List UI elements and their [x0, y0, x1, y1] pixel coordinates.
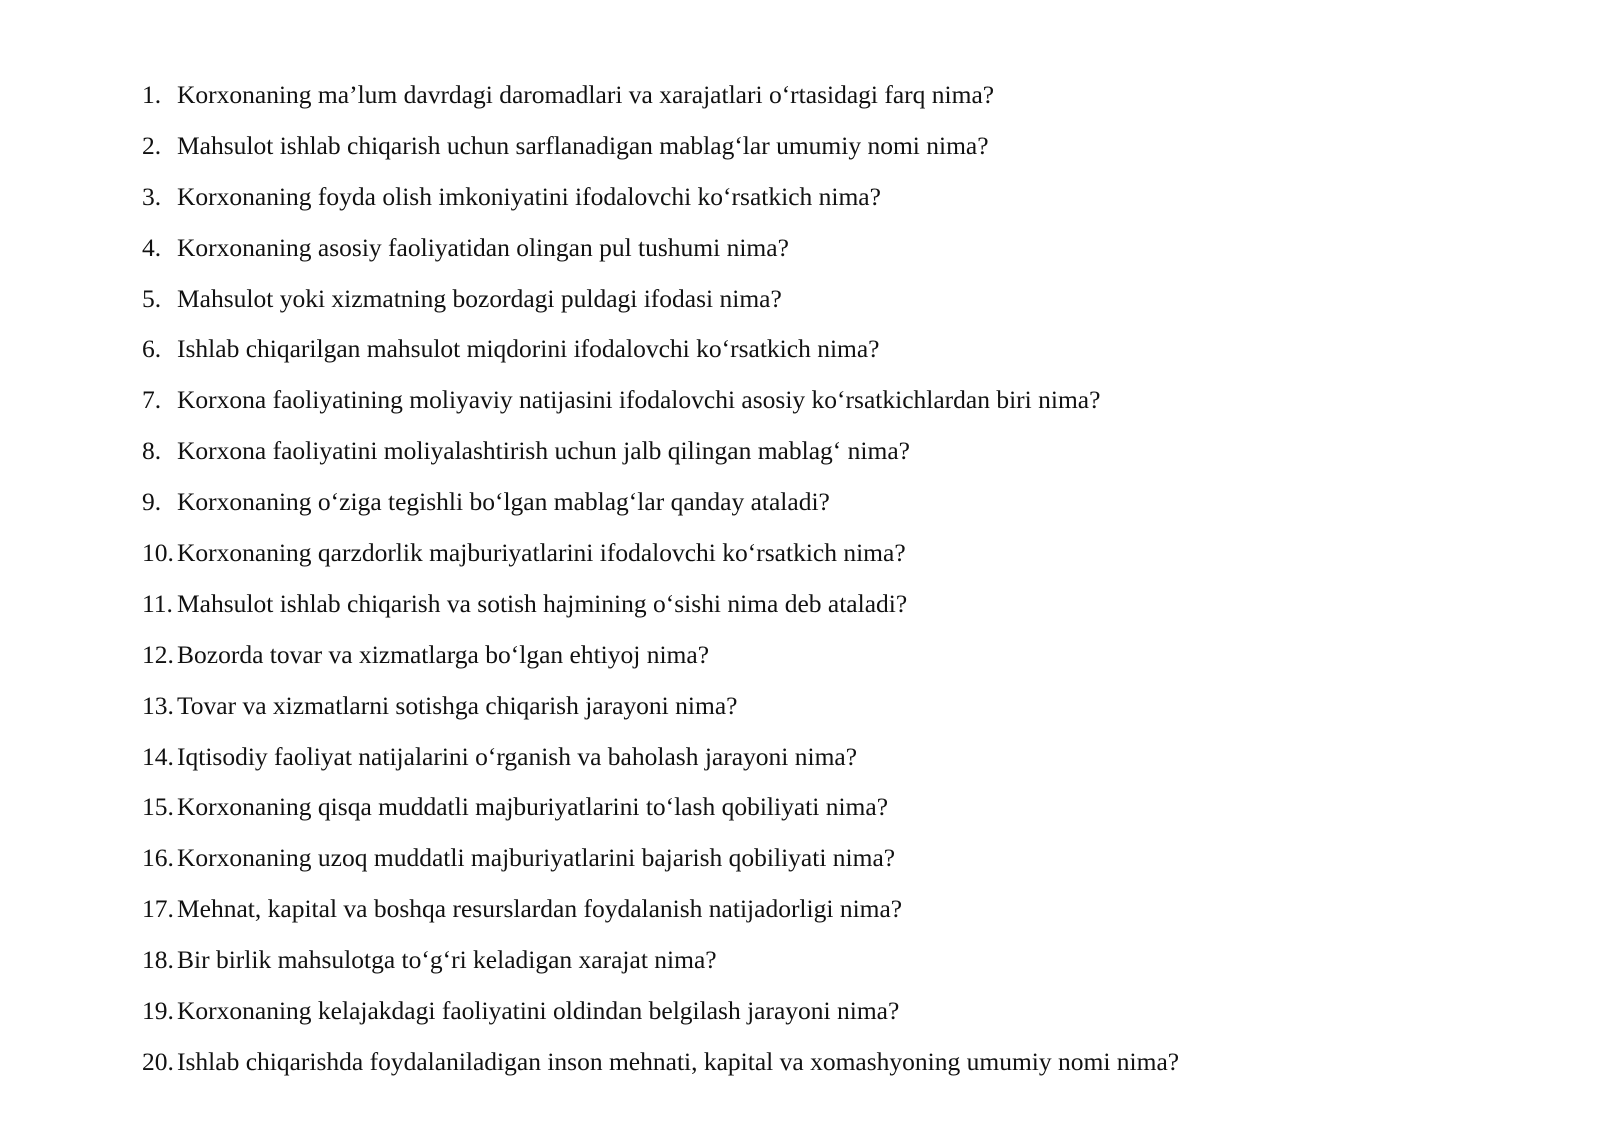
- question-item-1: [142, 77, 1522, 128]
- question-item-8: [142, 433, 1522, 484]
- question-number: 4.: [142, 232, 162, 262]
- question-number: 8.: [142, 436, 162, 466]
- question-text: Ishlab chiqarishda foydalaniladigan inson mehnati, kapital va xomashyoning umumiy nomi nima?: [177, 1046, 1180, 1076]
- question-item-6: [142, 331, 1522, 382]
- question-text: Ishlab chiqarilgan mahsulot miqdorini ifodalovchi ko‘rsatkich nima?: [177, 334, 880, 364]
- question-item-11: [142, 586, 1522, 637]
- question-number: 12.: [142, 639, 174, 669]
- question-number: 3.: [142, 181, 162, 211]
- question-item-14: [142, 739, 1522, 790]
- question-text: Korxonaning uzoq muddatli majburiyatlarini bajarish qobiliyati nima?: [177, 843, 896, 873]
- question-item-9: [142, 484, 1522, 535]
- question-number: 14.: [142, 741, 174, 771]
- question-text: Korxonaning o‘ziga tegishli bo‘lgan mablag‘lar qanday ataladi?: [177, 487, 830, 517]
- question-item-16: [142, 840, 1522, 891]
- question-item-18: [142, 942, 1522, 993]
- question-number: 5.: [142, 283, 162, 313]
- question-item-3: [142, 179, 1522, 230]
- question-item-13: [142, 688, 1522, 739]
- question-list: [142, 77, 1522, 1095]
- question-item-15: [142, 789, 1522, 840]
- question-item-12: [142, 637, 1522, 688]
- question-text: Iqtisodiy faoliyat natijalarini o‘rganish va baholash jarayoni nima?: [177, 741, 858, 771]
- question-item-4: [142, 230, 1522, 281]
- question-item-7: [142, 382, 1522, 433]
- question-text: Korxona faoliyatini moliyalashtirish uchun jalb qilingan mablag‘ nima?: [177, 436, 910, 466]
- question-item-10: [142, 535, 1522, 586]
- question-item-20: [142, 1044, 1522, 1095]
- question-text: Korxonaning kelajakdagi faoliyatini oldindan belgilash jarayoni nima?: [177, 996, 900, 1026]
- question-text: Korxonaning asosiy faoliyatidan olingan pul tushumi nima?: [177, 232, 789, 262]
- question-text: Korxonaning ma’lum davrdagi daromadlari va xarajatlari o‘rtasidagi farq nima?: [177, 80, 995, 109]
- question-text: Bir birlik mahsulotga to‘g‘ri keladigan xarajat nima?: [177, 945, 717, 975]
- question-number: 9.: [142, 487, 162, 517]
- question-number: 2.: [142, 130, 162, 160]
- question-item-19: [142, 993, 1522, 1044]
- question-number: 7.: [142, 385, 162, 415]
- question-number: 20.: [142, 1046, 174, 1076]
- question-text: Korxona faoliyatining moliyaviy natijasini ifodalovchi asosiy ko‘rsatkichlardan biri nima?: [177, 385, 1101, 415]
- question-text: Bozorda tovar va xizmatlarga bo‘lgan ehtiyoj nima?: [177, 639, 710, 669]
- question-item-17: [142, 891, 1522, 942]
- question-number: 16.: [142, 843, 174, 873]
- question-number: 15.: [142, 792, 174, 822]
- question-text: Korxonaning foyda olish imkoniyatini ifodalovchi ko‘rsatkich nima?: [177, 181, 881, 211]
- question-text: Korxonaning qarzdorlik majburiyatlarini ifodalovchi ko‘rsatkich nima?: [177, 538, 906, 568]
- question-number: 13.: [142, 690, 174, 720]
- question-number: 18.: [142, 945, 174, 975]
- question-text: Korxonaning qisqa muddatli majburiyatlarini to‘lash qobiliyati nima?: [177, 792, 889, 822]
- question-text: Mehnat, kapital va boshqa resurslardan foydalanish natijadorligi nima?: [177, 894, 903, 924]
- question-text: Mahsulot ishlab chiqarish va sotish hajmining o‘sishi nima deb ataladi?: [177, 588, 908, 618]
- question-number: 11.: [142, 588, 173, 618]
- question-item-5: [142, 281, 1522, 332]
- question-number: 6.: [142, 334, 162, 364]
- question-number: 19.: [142, 996, 174, 1026]
- question-item-2: [142, 128, 1522, 179]
- question-number: 17.: [142, 894, 174, 924]
- question-number: 10.: [142, 538, 174, 568]
- question-text: Tovar va xizmatlarni sotishga chiqarish jarayoni nima?: [177, 690, 738, 720]
- question-text: Mahsulot ishlab chiqarish uchun sarflanadigan mablag‘lar umumiy nomi nima?: [177, 130, 989, 160]
- question-number: 1.: [142, 80, 162, 109]
- question-text: Mahsulot yoki xizmatning bozordagi puldagi ifodasi nima?: [177, 283, 782, 313]
